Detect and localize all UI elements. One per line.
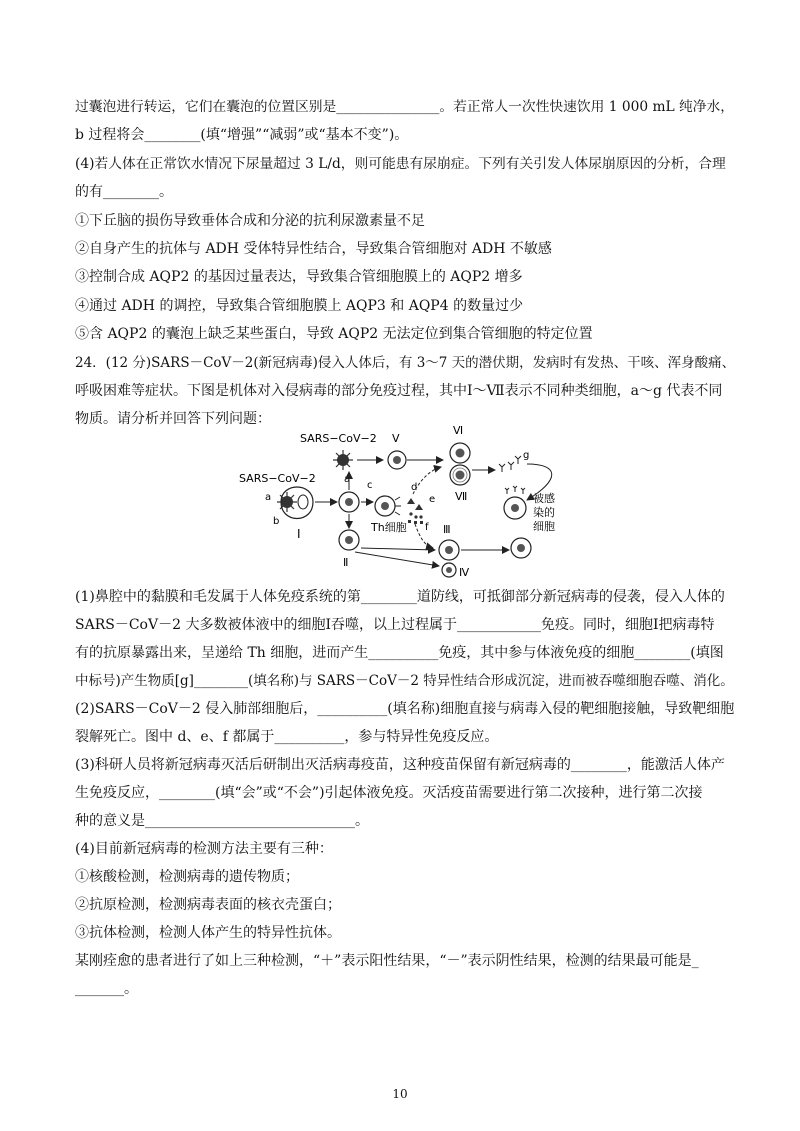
cell-vi-label: Ⅵ [453,424,464,437]
immune-process-diagram [215,420,615,580]
label-a-left: a [265,492,272,503]
text-line: ⑤含 AQP2 的囊泡上缺乏某些蛋白，导致 AQP2 无法定位到集合管细胞的特定位置 [75,326,593,342]
cell-v [388,451,406,469]
label-e: e [429,494,436,505]
text-line: 物质。请分析并回答下列问题： [75,411,271,427]
text-line: 裂解死亡。图中 d、e、f 都属于__________，参与特异性免疫反应。 [75,729,499,745]
infected-label-2: 染的 [533,506,555,519]
infected-cell [511,538,531,558]
cell-iv [442,563,456,577]
cell-iii-label: Ⅲ [443,523,451,536]
arrow [355,552,439,566]
cell-vi [450,443,470,463]
cell-vii-label: Ⅶ [455,490,468,503]
th-cell [339,492,359,512]
page-number: 10 [392,1087,408,1101]
secretion-icon [407,498,423,524]
text-line: 过囊泡进行转运，它们在囊泡的位置区别是_______________。若正常人一次性快速饮用 1 000 mL 纯净水， [75,99,735,115]
text-line: (2)SARS－CoV－2 侵入肺部细胞后，__________(填名称)细胞直接与病毒入侵的靶细胞接触，导致靶细胞 [75,701,735,717]
diagram-svg [215,420,615,580]
infected-label-1: 被感 [533,492,555,505]
text-line: 生免疫反应，________(填“会”或“不会”)引起体液免疫。灭活疫苗需要进行第二次接种，进行第二次接 [75,785,703,801]
label-f: f [425,522,429,533]
text-line: (3)科研人员将新冠病毒灭活后研制出灭活病毒疫苗，这种疫苗保留有新冠病毒的________，能激活人体产 [75,757,725,773]
text-line: (4)若人体在正常饮水情况下尿量超过 3 L/d，则可能患有尿崩症。下列有关引发人体尿崩原因的分析，合理 [75,156,726,172]
virus-top-icon [333,450,353,470]
text-line: SARS－CoV－2 大多数被体液中的细胞Ⅰ吞噬，以上过程属于____________免疫。同时，细胞Ⅰ把病毒特 [75,617,715,633]
label-d: d [411,482,418,493]
cell-v-label: V [392,432,400,445]
cell-iv-label: Ⅳ [459,566,470,579]
antibody-icon [499,456,521,472]
text-line: (4)目前新冠病毒的检测方法主要有三种： [75,841,333,857]
text-line: 呼吸困难等症状。下图是机体对入侵病毒的部分免疫过程，其中Ⅰ～Ⅶ表示不同种类细胞，a～g 代表不同 [75,383,723,399]
label-g: g [523,450,530,461]
text-line: 某刚痊愈的患者进行了如上三种检测，“＋”表示阳性结果，“－”表示阴性结果，检测的结果最可能是_ [75,953,699,969]
label-c: c [367,480,373,491]
th-cell-label: Th细胞 [371,521,407,534]
cell-vii [450,465,470,485]
virus-label-left: SARS−CoV−2 [239,472,316,485]
infected-label-3: 细胞 [533,520,555,533]
infected-cell-upper [504,486,526,519]
cell-ii [339,530,359,550]
text-line: ④通过 ADH 的调控，导致集合管细胞膜上 AQP3 和 AQP4 的数量过少 [75,298,524,314]
cell-i-label: Ⅰ [297,527,301,541]
text-line: 有的抗原暴露出来，呈递给 Th 细胞，进而产生__________免疫，其中参与体液免疫的细胞________(填图 [75,645,724,661]
text-line: ③控制合成 AQP2 的基因过量表达，导致集合管细胞膜上的 AQP2 增多 [75,269,523,285]
virus-left-icon [277,492,297,512]
dashed-arrow [415,524,433,548]
text-line: _______。 [75,981,138,997]
label-a-mid: a [344,474,351,485]
arrow [361,548,435,550]
text-line: ①核酸检测，检测病毒的遗传物质； [75,869,299,885]
text-line: ①下丘脑的损伤导致垂体合成和分泌的抗利尿激素量不足 [75,213,425,229]
cell-iii [439,540,459,560]
label-b: b [273,516,280,527]
text-line: (1)鼻腔中的黏膜和毛发属于人体免疫系统的第________道防线，可抵御部分新冠病毒的侵袭，侵入人体的 [75,589,725,605]
text-line: ②抗原检测，检测病毒表面的核衣壳蛋白； [75,897,341,913]
text-line: ③抗体检测，检测人体产生的特异性抗体。 [75,925,341,941]
text-line: 种的意义是______________________________。 [75,813,369,829]
text-line: 中标号)产生物质[g]________(填名称)与 SARS－CoV－2 特异性结合形成沉淀，进而被吞噬细胞吞噬、消化。 [75,673,734,689]
th-helper-cell [375,496,401,516]
text-line: 的有________。 [75,184,173,200]
cell-ii-label: Ⅱ [343,556,349,569]
virus-label-top: SARS−CoV−2 [300,432,377,445]
text-line: ②自身产生的抗体与 ADH 受体特异性结合，导致集合管细胞对 ADH 不敏感 [75,241,552,257]
question-24-heading: 24．(12 分)SARS－CoV－2(新冠病毒)侵入人体后，有 3～7 天的潜伏期，发病时有发热、干咳、浑身酸痛、 [75,355,736,371]
text-line: b 过程将会________(填“增强”“减弱”或“基本不变”)。 [75,127,409,143]
